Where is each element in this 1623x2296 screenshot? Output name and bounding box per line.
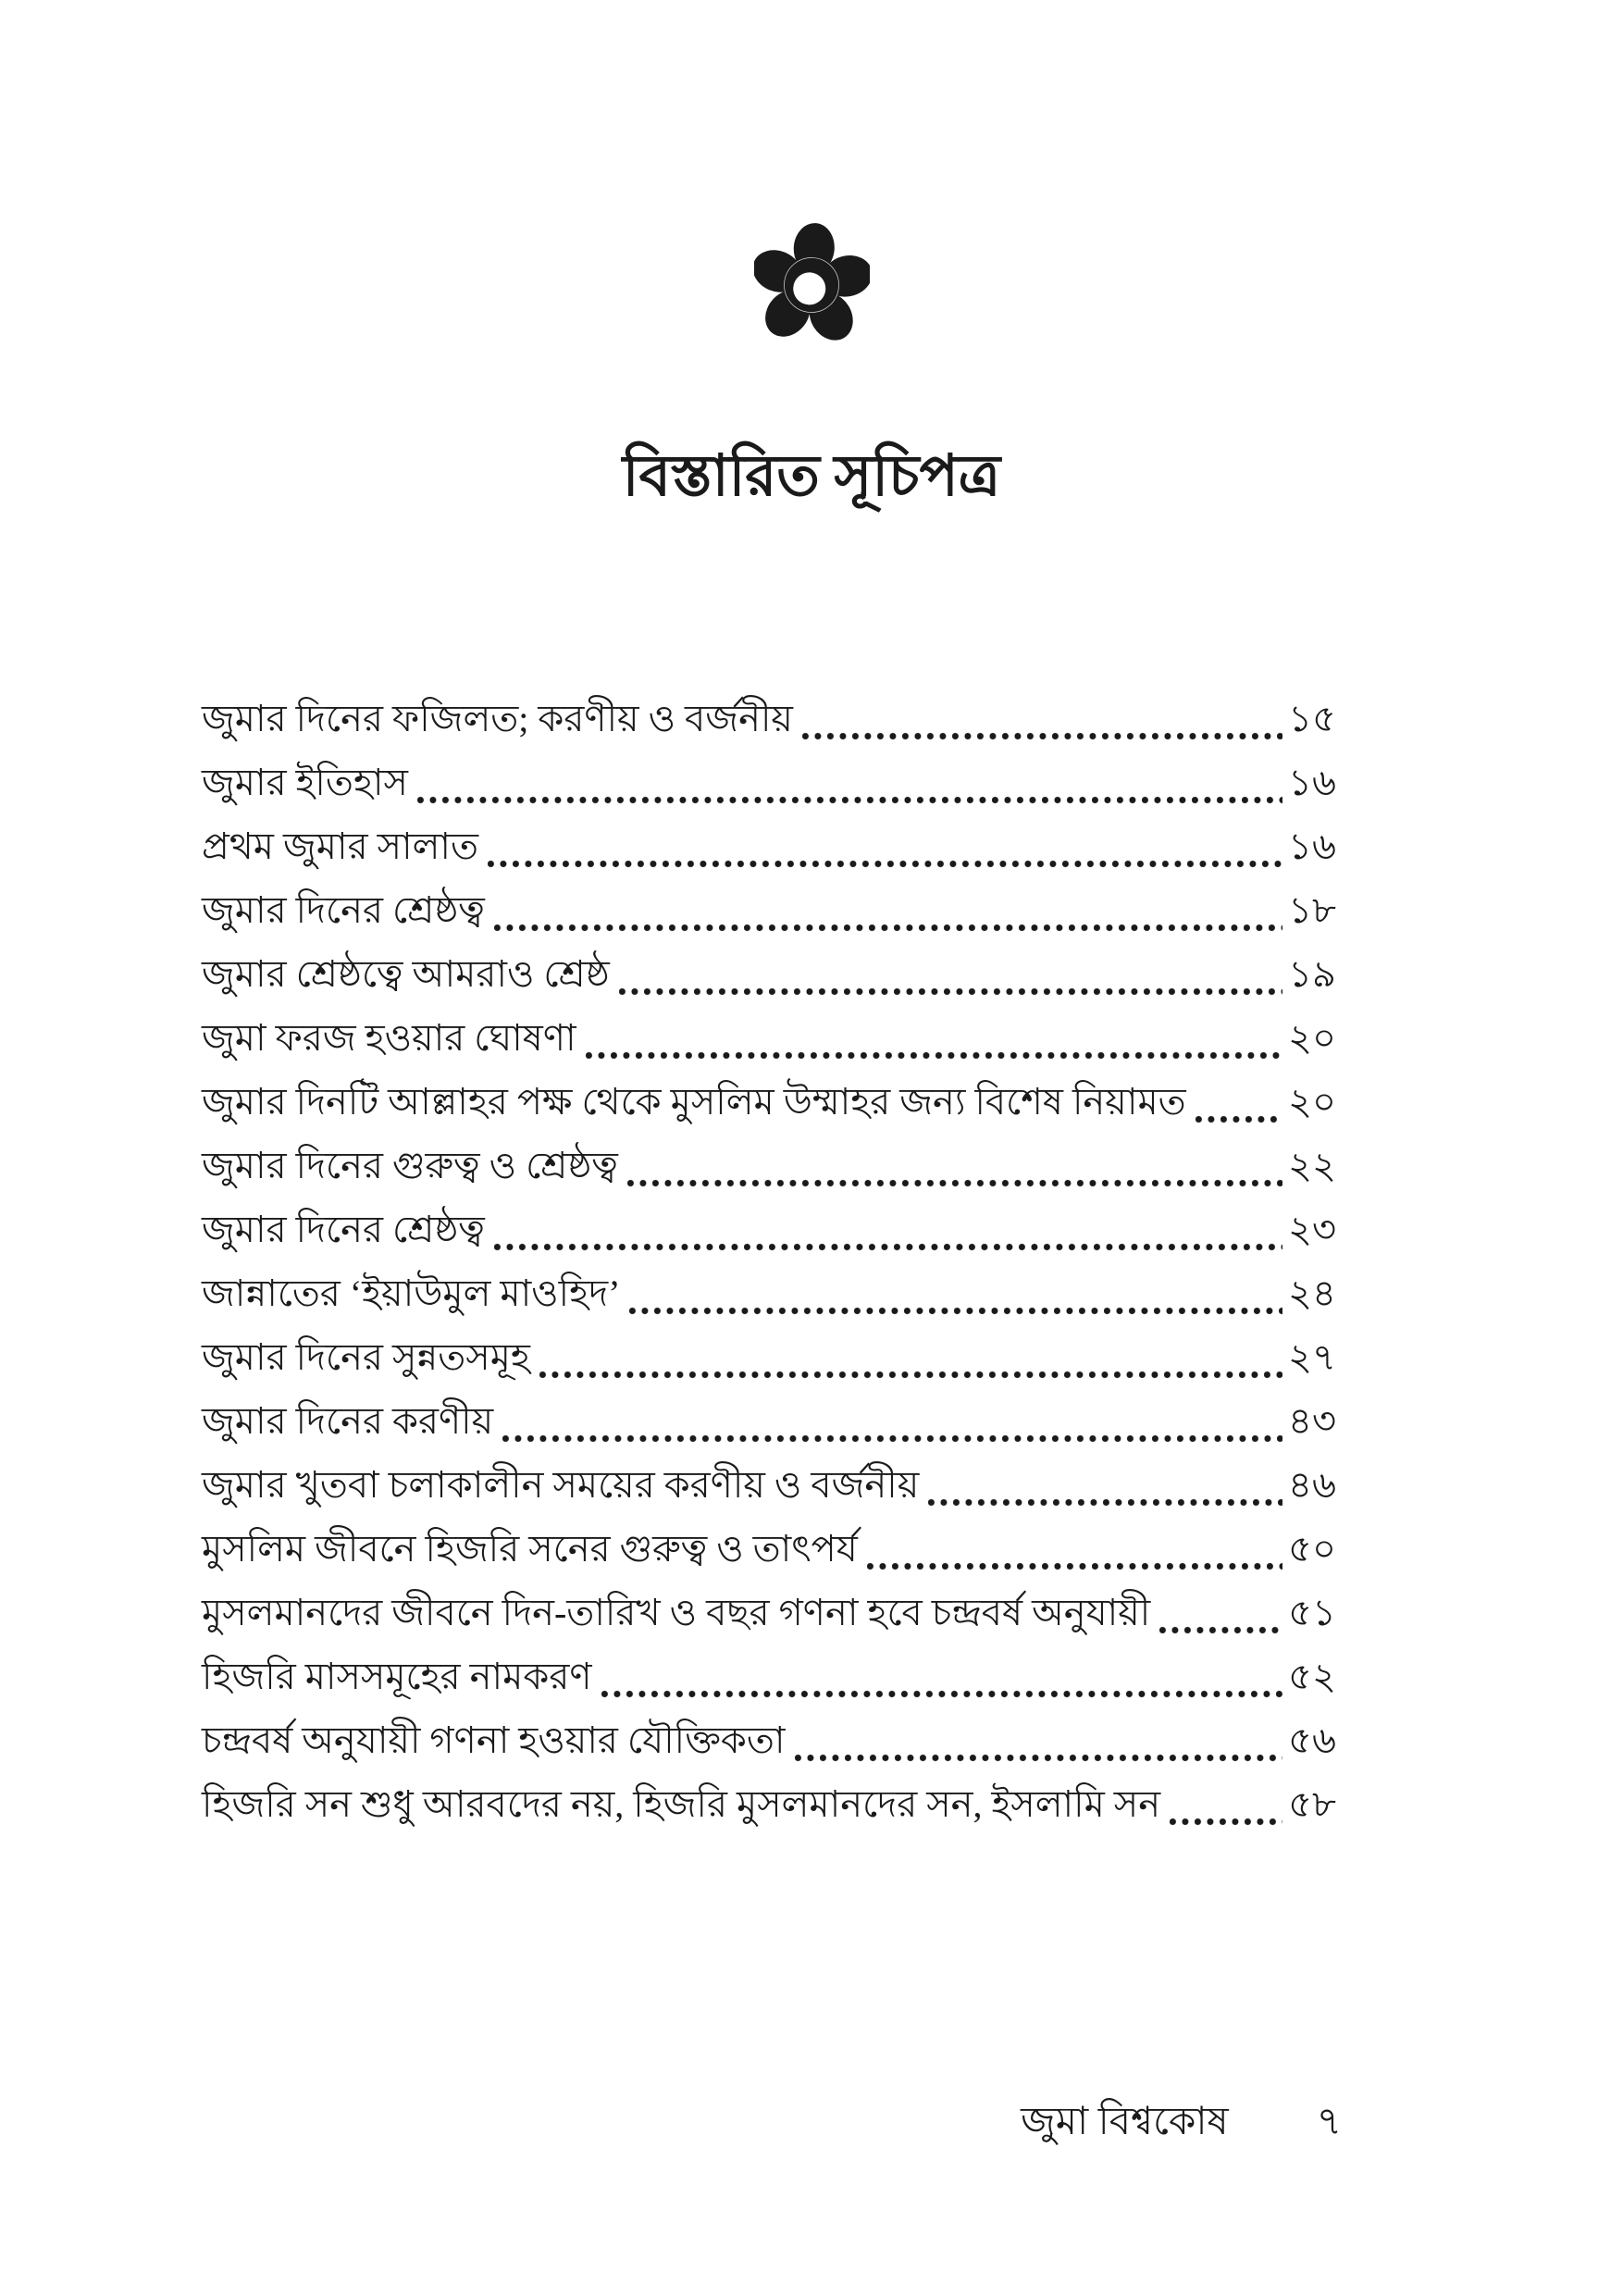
dotted-leader <box>488 858 1282 870</box>
toc-entry-page: ২৪ <box>1288 1272 1336 1314</box>
toc-entry <box>202 687 1336 751</box>
page-title: বিস্তারিত সূচিপত্র <box>622 445 1001 508</box>
toc-entry-page: ১৬ <box>1288 762 1336 803</box>
toc-entry-page: ১৯ <box>1288 953 1336 995</box>
toc-entry-title: হিজরি সন শুধু আরবদের নয়, হিজরি মুসলমানদের সন, ইসলামি সন <box>202 1783 1161 1825</box>
toc-entry-title: জান্নাতের ‘ইয়াউমুল মাওহিদ’ <box>202 1272 621 1314</box>
toc-entry <box>202 1644 1336 1708</box>
toc-entry <box>202 1389 1336 1453</box>
toc-entry-page: ১৫ <box>1288 698 1336 739</box>
dotted-leader <box>627 1177 1282 1189</box>
dotted-leader <box>795 1752 1282 1764</box>
dotted-leader <box>1170 1816 1282 1828</box>
dotted-leader <box>494 1241 1282 1253</box>
toc-entry-title: জুমা ফরজ হওয়ার ঘোষণা <box>202 1017 576 1059</box>
toc-entry <box>202 1134 1336 1198</box>
toc-entry <box>202 1708 1336 1772</box>
toc-entry-page: ৪৩ <box>1288 1400 1336 1442</box>
page-footer <box>1021 2093 1342 2152</box>
toc-entry-page: ২০ <box>1287 1017 1336 1059</box>
toc-entry <box>202 751 1336 814</box>
toc-entry-page: ২৩ <box>1287 1209 1336 1250</box>
toc-entry-title: মুসলিম জীবনে হিজরি সনের গুরুত্ব ও তাৎপর্য <box>202 1528 858 1570</box>
dotted-leader <box>619 986 1282 998</box>
toc-entry-title: জুমার দিনের সুন্নতসমূহ <box>202 1336 530 1378</box>
toc-entry-title: জুমার দিনের করণীয় <box>202 1400 494 1442</box>
dotted-leader <box>867 1560 1282 1572</box>
toc-entry-page: ৪৬ <box>1288 1464 1336 1506</box>
toc-entry-title: জুমার দিনটি আল্লাহর পক্ষ থেকে মুসলিম উম্মাহর জন্য বিশেষ নিয়ামত <box>202 1081 1186 1123</box>
dotted-leader <box>802 730 1282 742</box>
toc-entry-title: জুমার ইতিহাস <box>202 762 408 803</box>
toc-entry-page: ২০ <box>1287 1081 1336 1123</box>
toc-entry <box>202 1070 1336 1134</box>
toc-entry <box>202 814 1336 878</box>
toc-entry-page: ২২ <box>1287 1145 1336 1186</box>
toc-list <box>202 687 1336 1836</box>
toc-entry <box>202 942 1336 1006</box>
toc-entry-page: ৫১ <box>1288 1592 1336 1633</box>
toc-entry-title: জুমার দিনের গুরুত্ব ও শ্রেষ্ঠত্ব <box>202 1145 618 1186</box>
toc-entry-page: ১৬ <box>1288 825 1336 867</box>
dotted-leader <box>629 1305 1282 1317</box>
flower-ornament-icon <box>754 222 870 347</box>
toc-entry-title: জুমার খুতবা চলাকালীন সময়ের করণীয় ও বর্জনীয় <box>202 1464 920 1506</box>
footer-page-number: ৭ <box>1316 2101 1342 2143</box>
toc-entry <box>202 1261 1336 1325</box>
footer-book-title: জুমা বিশ্বকোষ <box>1021 2101 1229 2143</box>
toc-entry <box>202 1581 1336 1644</box>
toc-entry <box>202 1453 1336 1517</box>
dotted-leader <box>502 1433 1282 1445</box>
toc-entry-title: হিজরি মাসসমূহের নামকরণ <box>202 1656 592 1697</box>
dotted-leader <box>417 794 1282 806</box>
toc-entry-page: ৫৮ <box>1288 1783 1336 1825</box>
toc-entry <box>202 878 1336 942</box>
toc-entry <box>202 1325 1336 1389</box>
toc-entry-title: জুমার দিনের শ্রেষ্ঠত্ব <box>202 889 485 931</box>
toc-entry-page: ৫০ <box>1288 1528 1336 1570</box>
dotted-leader <box>1196 1113 1282 1125</box>
toc-entry-title: জুমার দিনের ফজিলত; করণীয় ও বর্জনীয় <box>202 698 793 739</box>
dotted-leader <box>601 1688 1283 1700</box>
dotted-leader <box>1159 1624 1282 1636</box>
toc-entry <box>202 1772 1336 1836</box>
toc-entry <box>202 1006 1336 1070</box>
toc-entry-page: ২৭ <box>1287 1336 1336 1378</box>
dotted-leader <box>586 1049 1282 1061</box>
toc-entry-title: প্রথম জুমার সালাত <box>202 825 479 867</box>
toc-entry-page: ৫৬ <box>1288 1719 1336 1761</box>
dotted-leader <box>539 1369 1282 1381</box>
toc-entry <box>202 1198 1336 1261</box>
toc-entry-title: মুসলমানদের জীবনে দিন-তারিখ ও বছর গণনা হবে চন্দ্রবর্ষ অনুযায়ী <box>202 1592 1151 1633</box>
toc-entry-title: জুমার শ্রেষ্ঠত্বে আমরাও শ্রেষ্ঠ <box>202 953 610 995</box>
dotted-leader <box>494 922 1282 934</box>
toc-entry <box>202 1517 1336 1581</box>
toc-entry-page: ৫২ <box>1288 1656 1336 1697</box>
toc-entry-title: চন্দ্রবর্ষ অনুযায়ী গণনা হওয়ার যৌক্তিকতা <box>202 1719 786 1761</box>
toc-entry-title: জুমার দিনের শ্রেষ্ঠত্ব <box>202 1209 485 1250</box>
dotted-leader <box>928 1496 1282 1508</box>
toc-entry-page: ১৮ <box>1288 889 1336 931</box>
